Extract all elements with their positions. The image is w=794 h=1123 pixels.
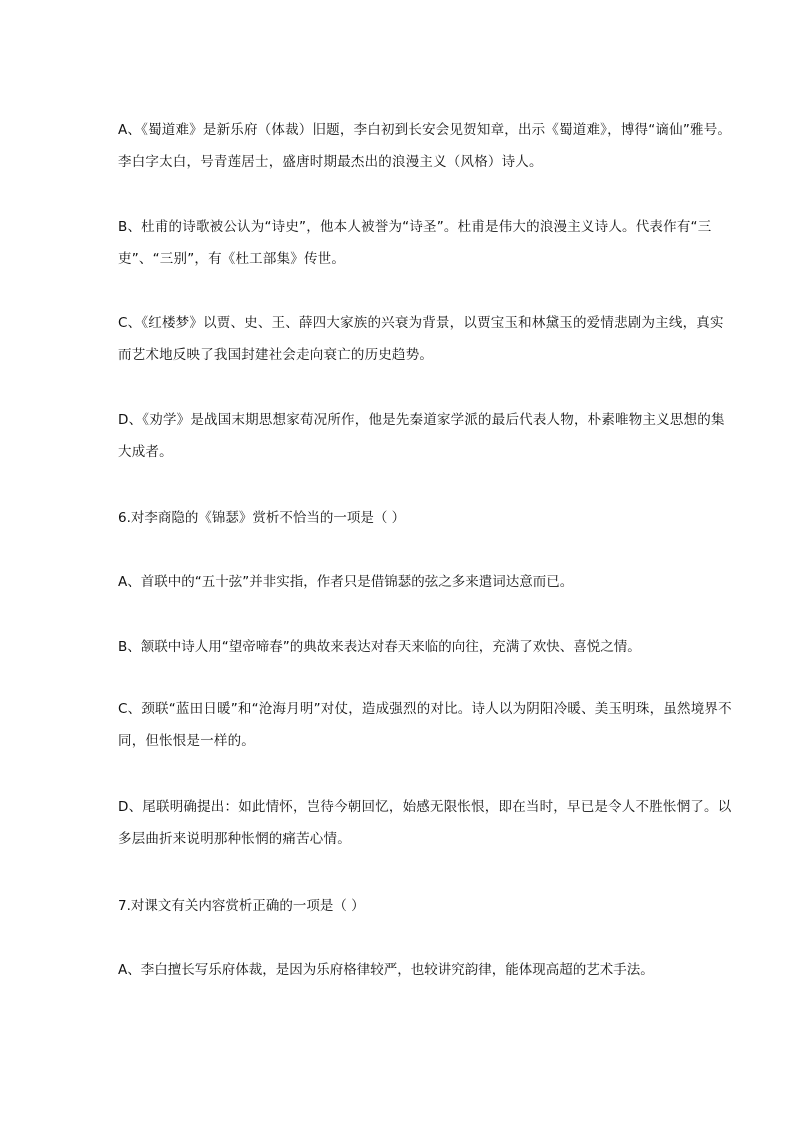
question-6-option-d: D、尾联明确提出：如此情怀，岂待今朝回忆，始感无限怅恨，即在当时，早已是令人不胜怅惘了。以多层曲折来说明那种怅惘的痛苦心情。: [118, 799, 732, 847]
question-6-option-b: B、颔联中诗人用“望帝啼春”的典故来表达对春天来临的向往，充满了欢快、喜悦之情。: [118, 639, 641, 655]
option-b-paragraph: B、杜甫的诗歌被公认为“诗史”，他本人被誉为“诗圣”。杜甫是伟大的浪漫主义诗人。代表作有“三吏”、“三别”，有《杜工部集》传世。: [118, 219, 712, 267]
question-6-option-c: C、颈联“蓝田日暖”和“沧海月明”对仗，造成强烈的对比。诗人以为阴阳冷暖、美玉明珠，虽然境界不同，但怅恨是一样的。: [118, 701, 732, 749]
option-c-paragraph: C、《红楼梦》以贾、史、王、薛四大家族的兴衰为背景，以贾宝玉和林黛玉的爱情悲剧为主线，真实而艺术地反映了我国封建社会走向衰亡的历史趋势。: [118, 315, 724, 363]
question-6-option-a: A、首联中的“五十弦”并非实指，作者只是借锦瑟的弦之多来遣词达意而已。: [118, 574, 574, 590]
question-6-stem: 6.对李商隐的《锦瑟》赏析不恰当的一项是（ ）: [118, 510, 406, 526]
question-7-option-a: A、李白擅长写乐府体裁，是因为乐府格律较严，也较讲究韵律，能体现高超的艺术手法。: [118, 962, 654, 978]
option-a-paragraph: A、《蜀道难》是新乐府（体裁）旧题，李白初到长安会见贺知章，出示《蜀道难》，博得“谪仙”雅号。李白字太白，号青莲居士，盛唐时期最杰出的浪漫主义（风格）诗人。: [118, 122, 732, 170]
option-d-paragraph: D、《劝学》是战国末期思想家荀况所作，他是先秦道家学派的最后代表人物，朴素唯物主义思想的集大成者。: [118, 412, 725, 460]
question-7-stem: 7.对课文有关内容赏析正确的一项是（ ）: [118, 898, 365, 914]
